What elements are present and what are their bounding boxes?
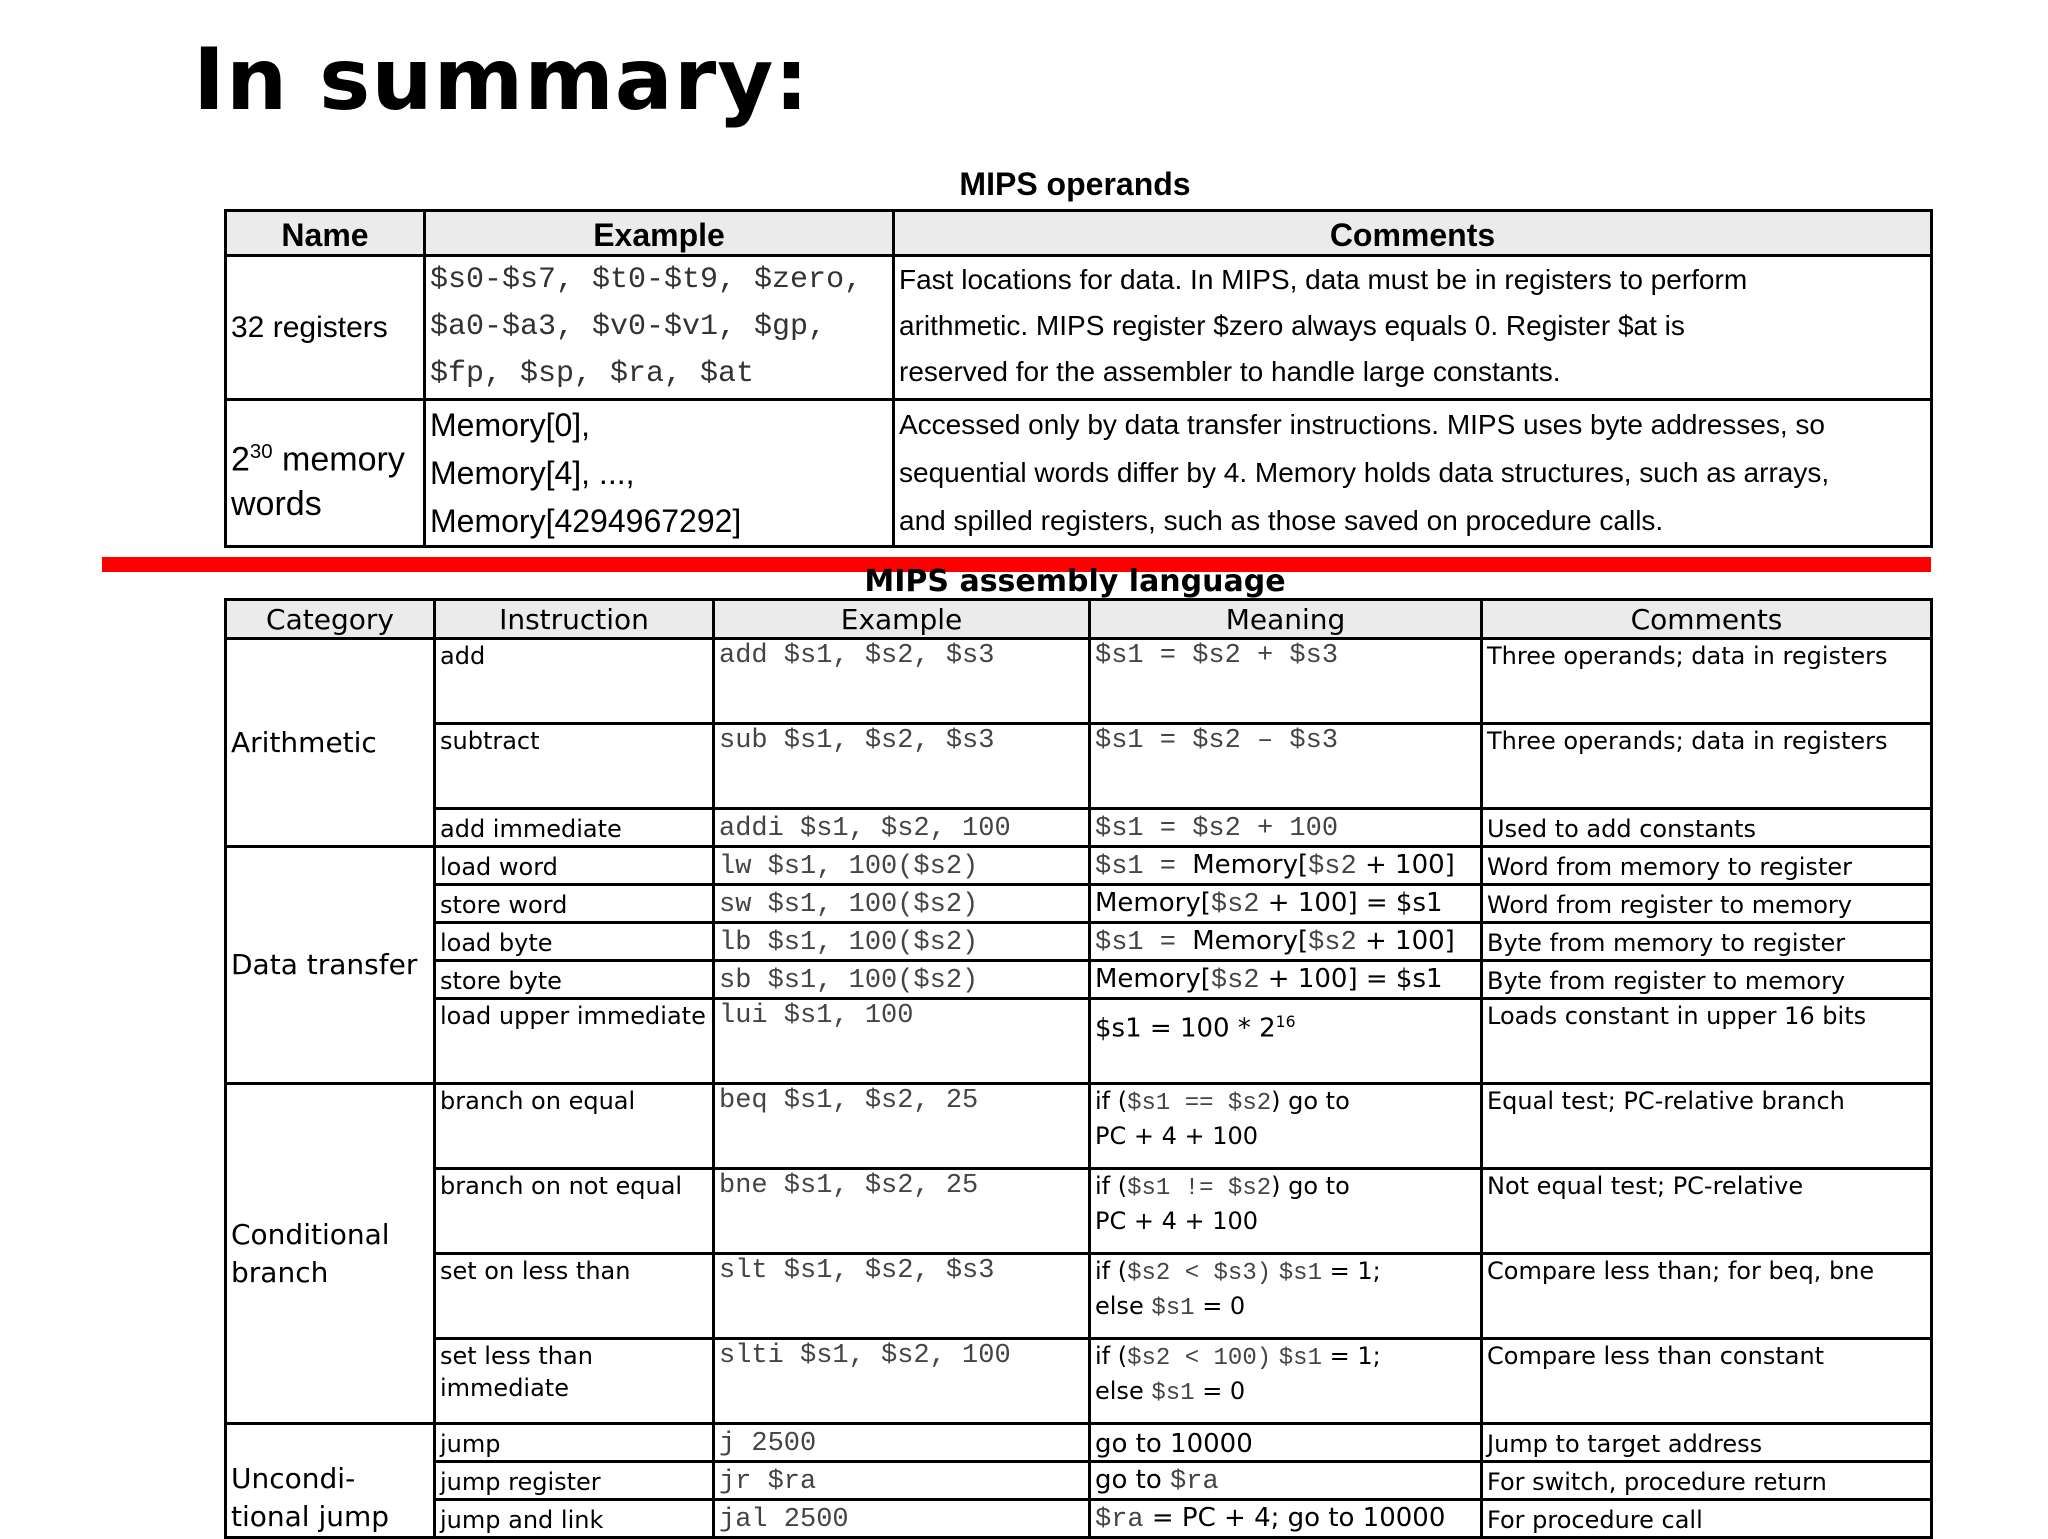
operand-name bbox=[226, 400, 425, 547]
meaning bbox=[1090, 1500, 1482, 1538]
comment: Compare less than constant bbox=[1482, 1339, 1932, 1424]
instruction-line: set less than bbox=[440, 1342, 593, 1370]
comment: Three operands; data in registers bbox=[1482, 724, 1932, 809]
example-line: $a0-$a3, $v0-$v1, $gp, bbox=[430, 310, 827, 344]
example: lui $s1, 100 bbox=[714, 999, 1090, 1084]
category-data-transfer: Data transfer bbox=[226, 847, 435, 1084]
instruction: subtract bbox=[435, 724, 714, 809]
operands-table bbox=[224, 209, 1933, 548]
meaning-part bbox=[1271, 1342, 1279, 1370]
meaning-part: + 100] bbox=[1356, 850, 1455, 880]
meaning-part: if ( bbox=[1095, 1172, 1128, 1200]
comment-line: Accessed only by data transfer instructions. MIPS uses byte addresses, so bbox=[899, 409, 1825, 440]
table-row bbox=[226, 724, 1932, 809]
category-arithmetic: Arithmetic bbox=[226, 639, 435, 847]
meaning-exponent: 16 bbox=[1275, 1013, 1296, 1031]
table-row bbox=[226, 256, 1932, 400]
meaning: go to 10000 bbox=[1090, 1424, 1482, 1462]
comment: Not equal test; PC-relative bbox=[1482, 1169, 1932, 1254]
meaning-part: $s2 bbox=[1308, 928, 1357, 958]
table-row bbox=[226, 1500, 1932, 1538]
comment: For procedure call bbox=[1482, 1500, 1932, 1538]
meaning-part: + 100] bbox=[1356, 926, 1455, 956]
meaning: $s1 = $s2 + $s3 bbox=[1090, 639, 1482, 724]
meaning bbox=[1090, 885, 1482, 923]
example: jal 2500 bbox=[714, 1500, 1090, 1538]
comment: Used to add constants bbox=[1482, 809, 1932, 847]
meaning-part: $s1 bbox=[1278, 1345, 1322, 1372]
example-line: Memory[4], ..., bbox=[430, 455, 635, 491]
example: sub $s1, $s2, $s3 bbox=[714, 724, 1090, 809]
category-line: Conditional bbox=[231, 1217, 390, 1251]
name-base: 2 bbox=[231, 440, 250, 479]
example: j 2500 bbox=[714, 1424, 1090, 1462]
example: slt $s1, $s2, $s3 bbox=[714, 1254, 1090, 1339]
operand-example bbox=[425, 256, 894, 400]
header-category: Category bbox=[226, 600, 435, 639]
meaning-part: $s2 bbox=[1210, 890, 1260, 920]
comment: Byte from memory to register bbox=[1482, 923, 1932, 961]
meaning-part: $s2 bbox=[1308, 852, 1357, 882]
instruction: load byte bbox=[435, 923, 714, 961]
meaning-line2: PC + 4 + 100 bbox=[1095, 1122, 1259, 1150]
comment-line: Fast locations for data. In MIPS, data must be in registers to perform bbox=[899, 264, 1748, 295]
meaning-part: else bbox=[1095, 1292, 1152, 1320]
header-meaning: Meaning bbox=[1090, 600, 1482, 639]
comment-line: and spilled registers, such as those saved on procedure calls. bbox=[899, 505, 1664, 536]
assembly-caption: MIPS assembly language bbox=[864, 564, 1286, 599]
comment: Compare less than; for beq, bne bbox=[1482, 1254, 1932, 1339]
meaning-part: ) go to bbox=[1271, 1087, 1350, 1115]
name-line2: words bbox=[231, 484, 322, 523]
meaning-part: = 1; bbox=[1322, 1257, 1381, 1285]
header-comments: Comments bbox=[894, 211, 1932, 256]
instruction: load word bbox=[435, 847, 714, 885]
meaning-part: go to bbox=[1095, 1465, 1171, 1495]
meaning: $s1 = $s2 + 100 bbox=[1090, 809, 1482, 847]
assembly-table bbox=[224, 598, 1933, 1539]
meaning bbox=[1090, 1339, 1482, 1424]
example: beq $s1, $s2, 25 bbox=[714, 1084, 1090, 1169]
table-row bbox=[226, 999, 1932, 1084]
instruction: branch on not equal bbox=[435, 1169, 714, 1254]
operands-caption: MIPS operands bbox=[959, 166, 1191, 202]
meaning-part: $s1 = bbox=[1095, 928, 1193, 958]
meaning-part: $s2 < $s3) bbox=[1127, 1260, 1272, 1287]
example: bne $s1, $s2, 25 bbox=[714, 1169, 1090, 1254]
meaning bbox=[1090, 1254, 1482, 1339]
meaning bbox=[1090, 999, 1482, 1084]
meaning: $s1 = $s2 – $s3 bbox=[1090, 724, 1482, 809]
meaning-part: $s1 != $s2 bbox=[1127, 1175, 1272, 1202]
meaning-part: = PC + 4; go to 10000 bbox=[1143, 1503, 1446, 1533]
table-row bbox=[226, 639, 1932, 724]
table-row bbox=[226, 1169, 1932, 1254]
meaning-part: = 1; bbox=[1322, 1342, 1381, 1370]
category-line: tional jump bbox=[231, 1500, 390, 1533]
instruction: add bbox=[435, 639, 714, 724]
header-example: Example bbox=[425, 211, 894, 256]
example: addi $s1, $s2, 100 bbox=[714, 809, 1090, 847]
example: lw $s1, 100($s2) bbox=[714, 847, 1090, 885]
table-row bbox=[226, 1462, 1932, 1500]
comment-line: reserved for the assembler to handle large constants. bbox=[899, 356, 1561, 387]
meaning-part: $s1 bbox=[1151, 1295, 1195, 1322]
example: jr $ra bbox=[714, 1462, 1090, 1500]
name-exponent: 30 bbox=[249, 441, 273, 464]
meaning-part: if ( bbox=[1095, 1087, 1128, 1115]
meaning-part: + 100] = $s1 bbox=[1259, 888, 1443, 918]
example: sw $s1, 100($s2) bbox=[714, 885, 1090, 923]
meaning-base: $s1 = 100 * 2 bbox=[1095, 1013, 1276, 1044]
meaning-part: Memory[ bbox=[1095, 888, 1211, 918]
operand-example bbox=[425, 400, 894, 547]
table-row bbox=[226, 961, 1932, 999]
example: lb $s1, 100($s2) bbox=[714, 923, 1090, 961]
instruction: set on less than bbox=[435, 1254, 714, 1339]
example: slti $s1, $s2, 100 bbox=[714, 1339, 1090, 1424]
example: add $s1, $s2, $s3 bbox=[714, 639, 1090, 724]
instruction: load upper immediate bbox=[435, 999, 714, 1084]
header-example: Example bbox=[714, 600, 1090, 639]
table-row bbox=[226, 1254, 1932, 1339]
example: sb $s1, 100($s2) bbox=[714, 961, 1090, 999]
meaning-line2: PC + 4 + 100 bbox=[1095, 1207, 1259, 1235]
instruction: store word bbox=[435, 885, 714, 923]
comment: Word from memory to register bbox=[1482, 847, 1932, 885]
meaning bbox=[1090, 961, 1482, 999]
meaning-part: if ( bbox=[1095, 1257, 1128, 1285]
instruction bbox=[435, 1339, 714, 1424]
example-line: $fp, $sp, $ra, $at bbox=[430, 357, 755, 391]
instruction: jump and link bbox=[435, 1500, 714, 1538]
comment: Equal test; PC-relative branch bbox=[1482, 1084, 1932, 1169]
category-conditional-branch bbox=[226, 1084, 435, 1424]
table-row bbox=[226, 923, 1932, 961]
meaning-part: $s1 bbox=[1278, 1260, 1322, 1287]
example-line: $s0-$s7, $t0-$t9, $zero, bbox=[430, 263, 863, 297]
category-unconditional-jump bbox=[226, 1424, 435, 1538]
table-row bbox=[226, 809, 1932, 847]
operand-name: 32 registers bbox=[226, 256, 425, 400]
table-row bbox=[226, 847, 1932, 885]
meaning bbox=[1090, 1462, 1482, 1500]
comment: Word from register to memory bbox=[1482, 885, 1932, 923]
meaning bbox=[1090, 847, 1482, 885]
table-row bbox=[226, 1339, 1932, 1424]
comment-line: arithmetic. MIPS register $zero always equals 0. Register $at is bbox=[899, 310, 1685, 341]
comment: Loads constant in upper 16 bits bbox=[1482, 999, 1932, 1084]
name-rest: memory bbox=[272, 440, 405, 479]
table-row bbox=[226, 400, 1932, 547]
operand-comment bbox=[894, 256, 1932, 400]
meaning-part: $s1 bbox=[1151, 1380, 1195, 1407]
meaning-part: $s2 bbox=[1210, 966, 1260, 996]
meaning-part: Memory[ bbox=[1095, 964, 1211, 994]
meaning-part: $s1 == $s2 bbox=[1127, 1090, 1272, 1117]
comment: For switch, procedure return bbox=[1482, 1462, 1932, 1500]
meaning-part: = 0 bbox=[1194, 1377, 1246, 1405]
meaning-part: if ( bbox=[1095, 1342, 1128, 1370]
instruction: jump bbox=[435, 1424, 714, 1462]
meaning bbox=[1090, 1084, 1482, 1169]
meaning-part: + 100] = $s1 bbox=[1259, 964, 1443, 994]
table-row bbox=[226, 885, 1932, 923]
category-line: Uncondi- bbox=[231, 1462, 356, 1495]
meaning-part: ) go to bbox=[1271, 1172, 1350, 1200]
table-row bbox=[226, 1084, 1932, 1169]
meaning-part: Memory[ bbox=[1192, 926, 1309, 956]
comment: Byte from register to memory bbox=[1482, 961, 1932, 999]
comment: Three operands; data in registers bbox=[1482, 639, 1932, 724]
page-title: In summary: bbox=[193, 30, 810, 130]
meaning-part: else bbox=[1095, 1377, 1152, 1405]
instruction: branch on equal bbox=[435, 1084, 714, 1169]
example-line: Memory[4294967292] bbox=[430, 503, 742, 539]
meaning bbox=[1090, 1169, 1482, 1254]
comment: Jump to target address bbox=[1482, 1424, 1932, 1462]
header-comments: Comments bbox=[1482, 600, 1932, 639]
meaning-part: $s2 < 100) bbox=[1127, 1345, 1272, 1372]
instruction: jump register bbox=[435, 1462, 714, 1500]
comment-line: sequential words differ by 4. Memory holds data structures, such as arrays, bbox=[899, 457, 1830, 488]
meaning bbox=[1090, 923, 1482, 961]
meaning-part bbox=[1271, 1257, 1279, 1285]
meaning-part: $s1 = bbox=[1095, 852, 1193, 882]
meaning-part: $ra bbox=[1095, 1505, 1144, 1535]
table-header-row bbox=[226, 600, 1932, 639]
header-name: Name bbox=[226, 211, 425, 256]
instruction: add immediate bbox=[435, 809, 714, 847]
meaning-part: $ra bbox=[1170, 1467, 1219, 1497]
operand-comment bbox=[894, 400, 1932, 547]
table-header-row bbox=[226, 211, 1932, 256]
category-line: branch bbox=[231, 1255, 329, 1289]
example-line: Memory[0], bbox=[430, 407, 591, 443]
header-instruction: Instruction bbox=[435, 600, 714, 639]
instruction-line: immediate bbox=[440, 1374, 569, 1402]
instruction: store byte bbox=[435, 961, 714, 999]
table-row bbox=[226, 1424, 1932, 1462]
meaning-part: = 0 bbox=[1194, 1292, 1246, 1320]
meaning-part: Memory[ bbox=[1192, 850, 1309, 880]
